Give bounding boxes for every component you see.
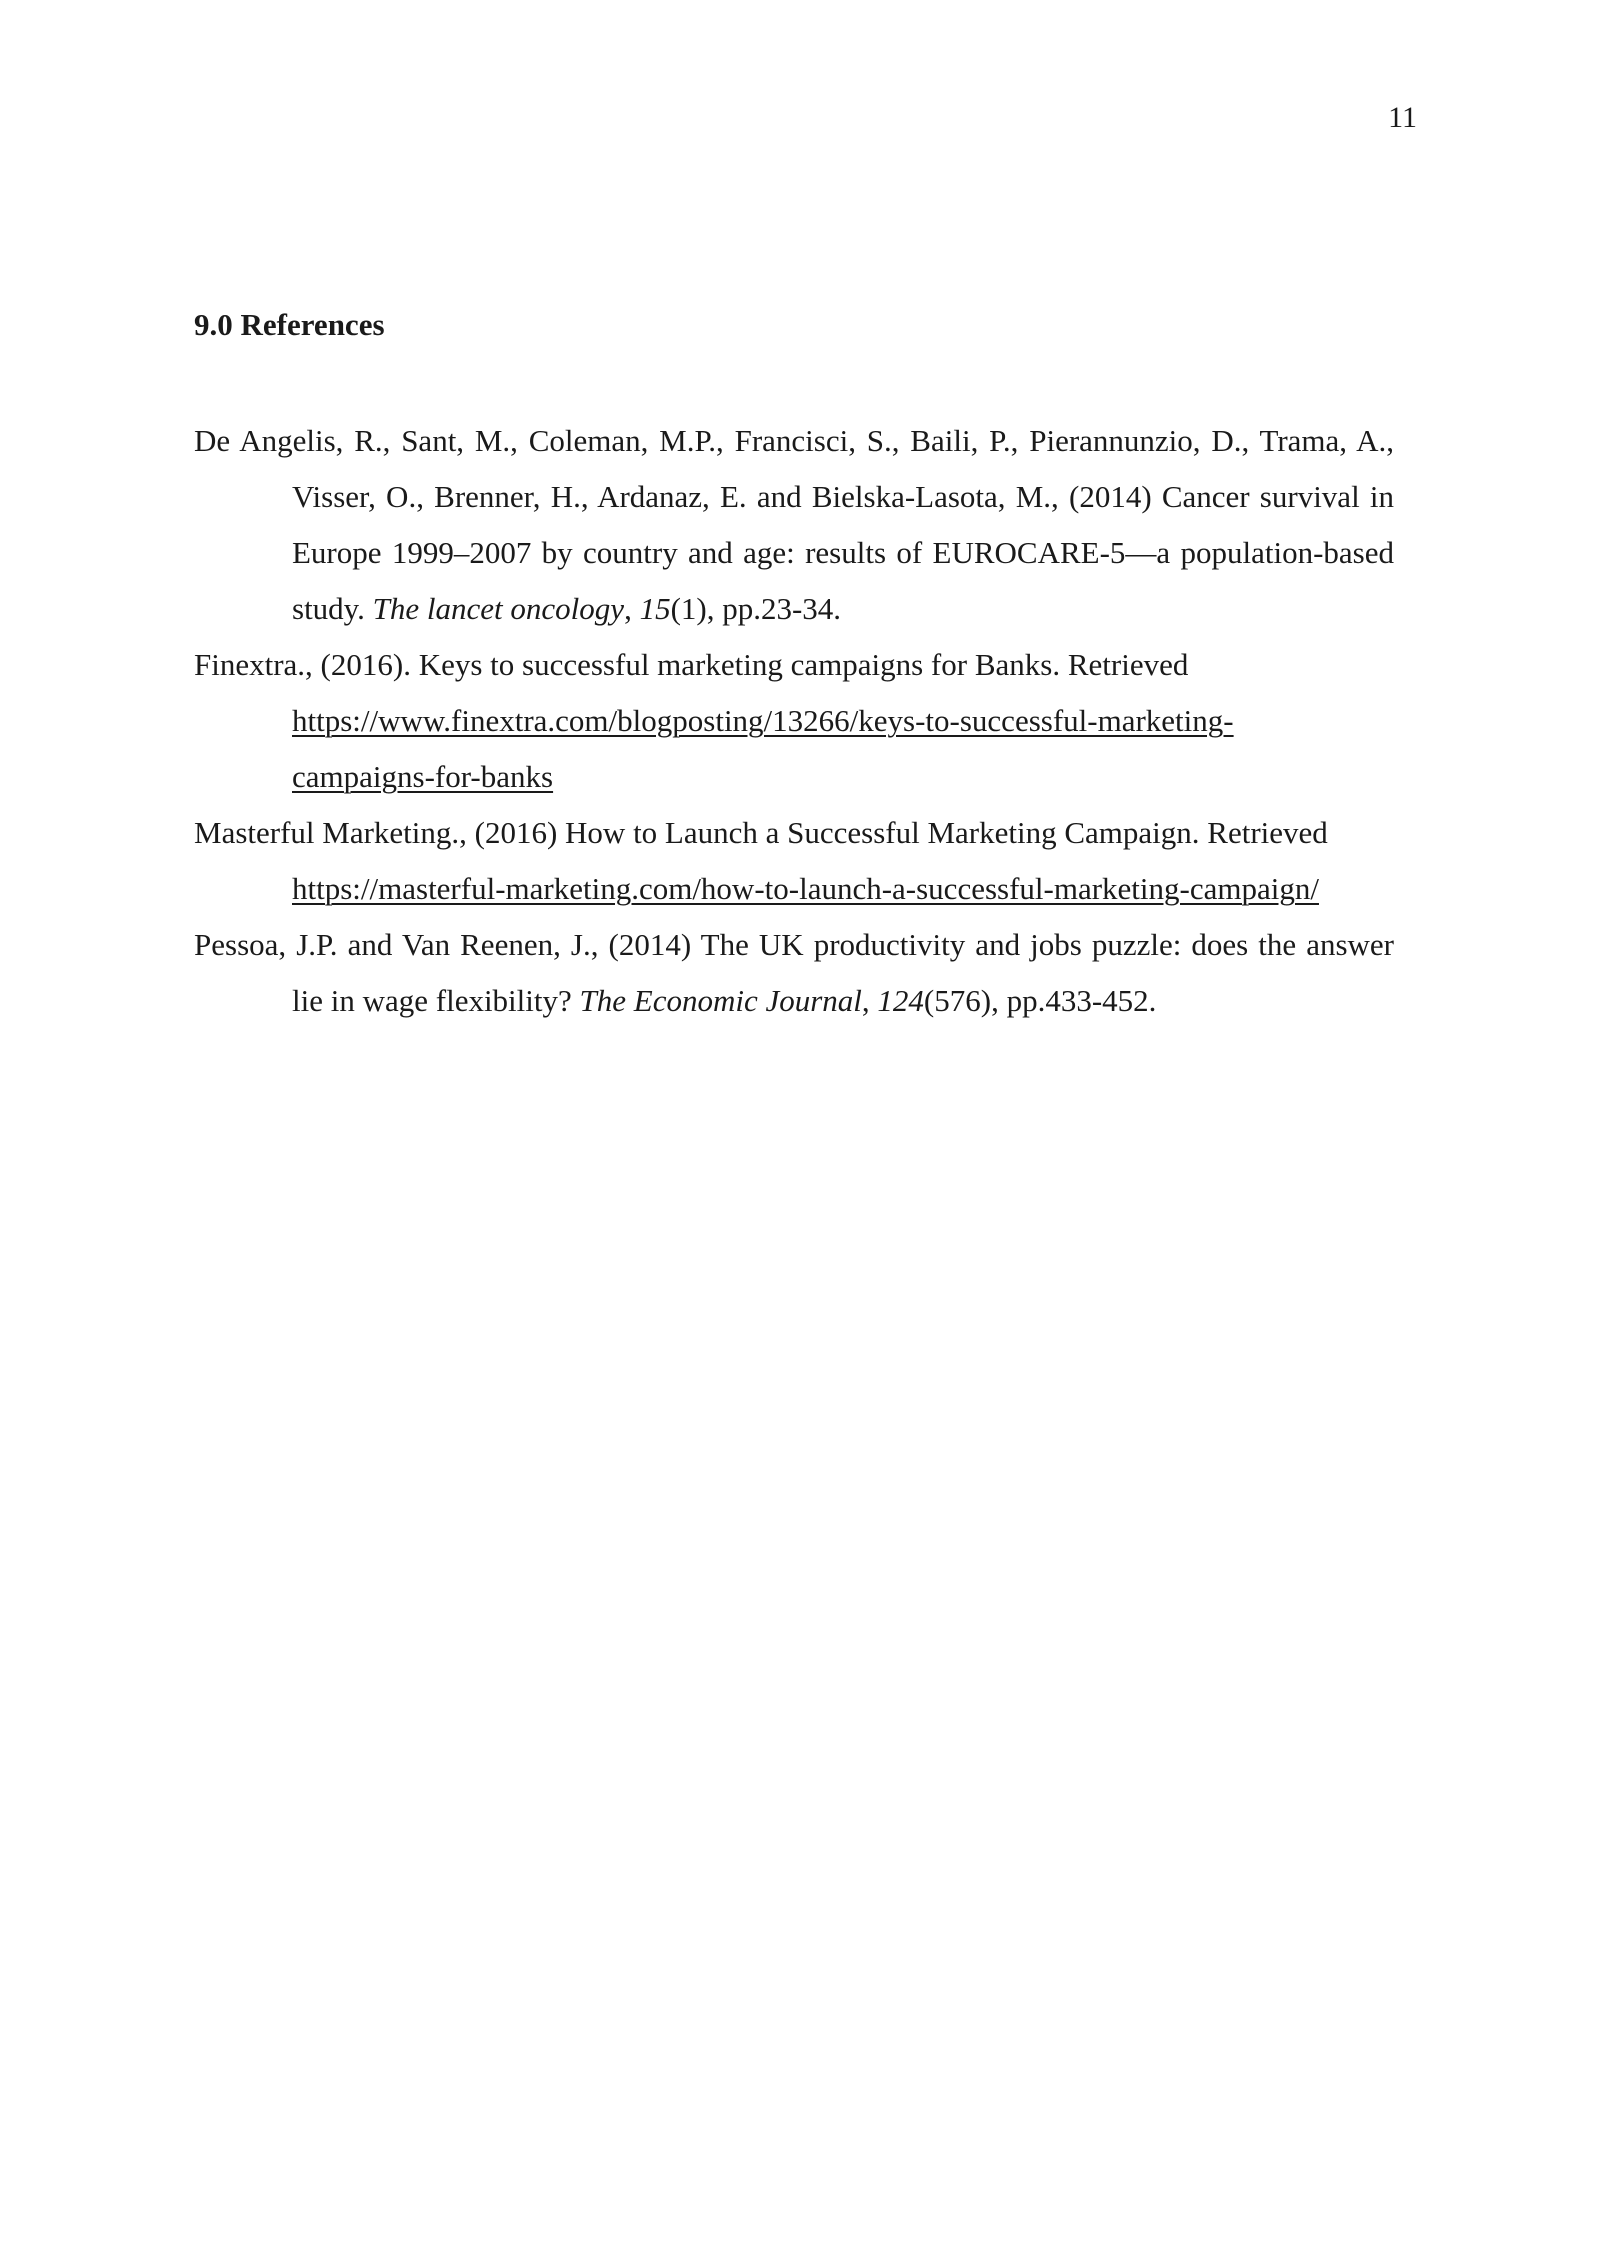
reference-volume: 15 (639, 591, 671, 626)
reference-url-line-2: campaigns-for-banks (292, 759, 554, 794)
reference-entry-masterful-marketing (194, 805, 1394, 917)
reference-text: De Angelis, R., Sant, M., Coleman, M.P., Francisci, S., Baili, P., Pierannunzio, D., Trama, A., Visser, O., Brenner, H., Ardanaz, E. and Bielska-Lasota, M., (2014) Cancer survival in Europe 1999–2007 by country and age: results of EUROCARE-5—a population-based study. (194, 423, 1394, 626)
reference-volume: 124 (877, 983, 924, 1018)
reference-url-line-1: https://www.finextra.com/blogposting/13266/keys-to-successful-marketing- (292, 703, 1234, 738)
reference-separator: , (624, 591, 640, 626)
reference-pages: (576), pp.433-452. (923, 983, 1157, 1018)
reference-url-link[interactable]: https://masterful-marketing.com/how-to-launch-a-successful-marketing-campaign/ (292, 871, 1319, 906)
reference-journal: The Economic Journal (579, 983, 862, 1018)
reference-list (194, 413, 1394, 1029)
page-number: 11 (1388, 101, 1417, 134)
reference-text: Finextra., (2016). Keys to successful marketing campaigns for Banks. Retrieved (194, 647, 1189, 682)
reference-url-link[interactable] (292, 693, 1394, 805)
reference-journal: The lancet oncology (372, 591, 625, 626)
reference-pages: (1), pp.23-34. (670, 591, 842, 626)
section-heading: 9.0 References (194, 307, 385, 342)
reference-text: Pessoa, J.P. and Van Reenen, J., (2014) The UK productivity and jobs puzzle: does the answer lie in wage flexibility? (194, 927, 1394, 1018)
reference-separator: , (861, 983, 878, 1018)
reference-entry-de-angelis (194, 413, 1394, 637)
reference-entry-pessoa (194, 917, 1394, 1029)
reference-entry-finextra (194, 637, 1394, 805)
reference-text: Masterful Marketing., (2016) How to Launch a Successful Marketing Campaign. Retrieved (194, 815, 1328, 850)
